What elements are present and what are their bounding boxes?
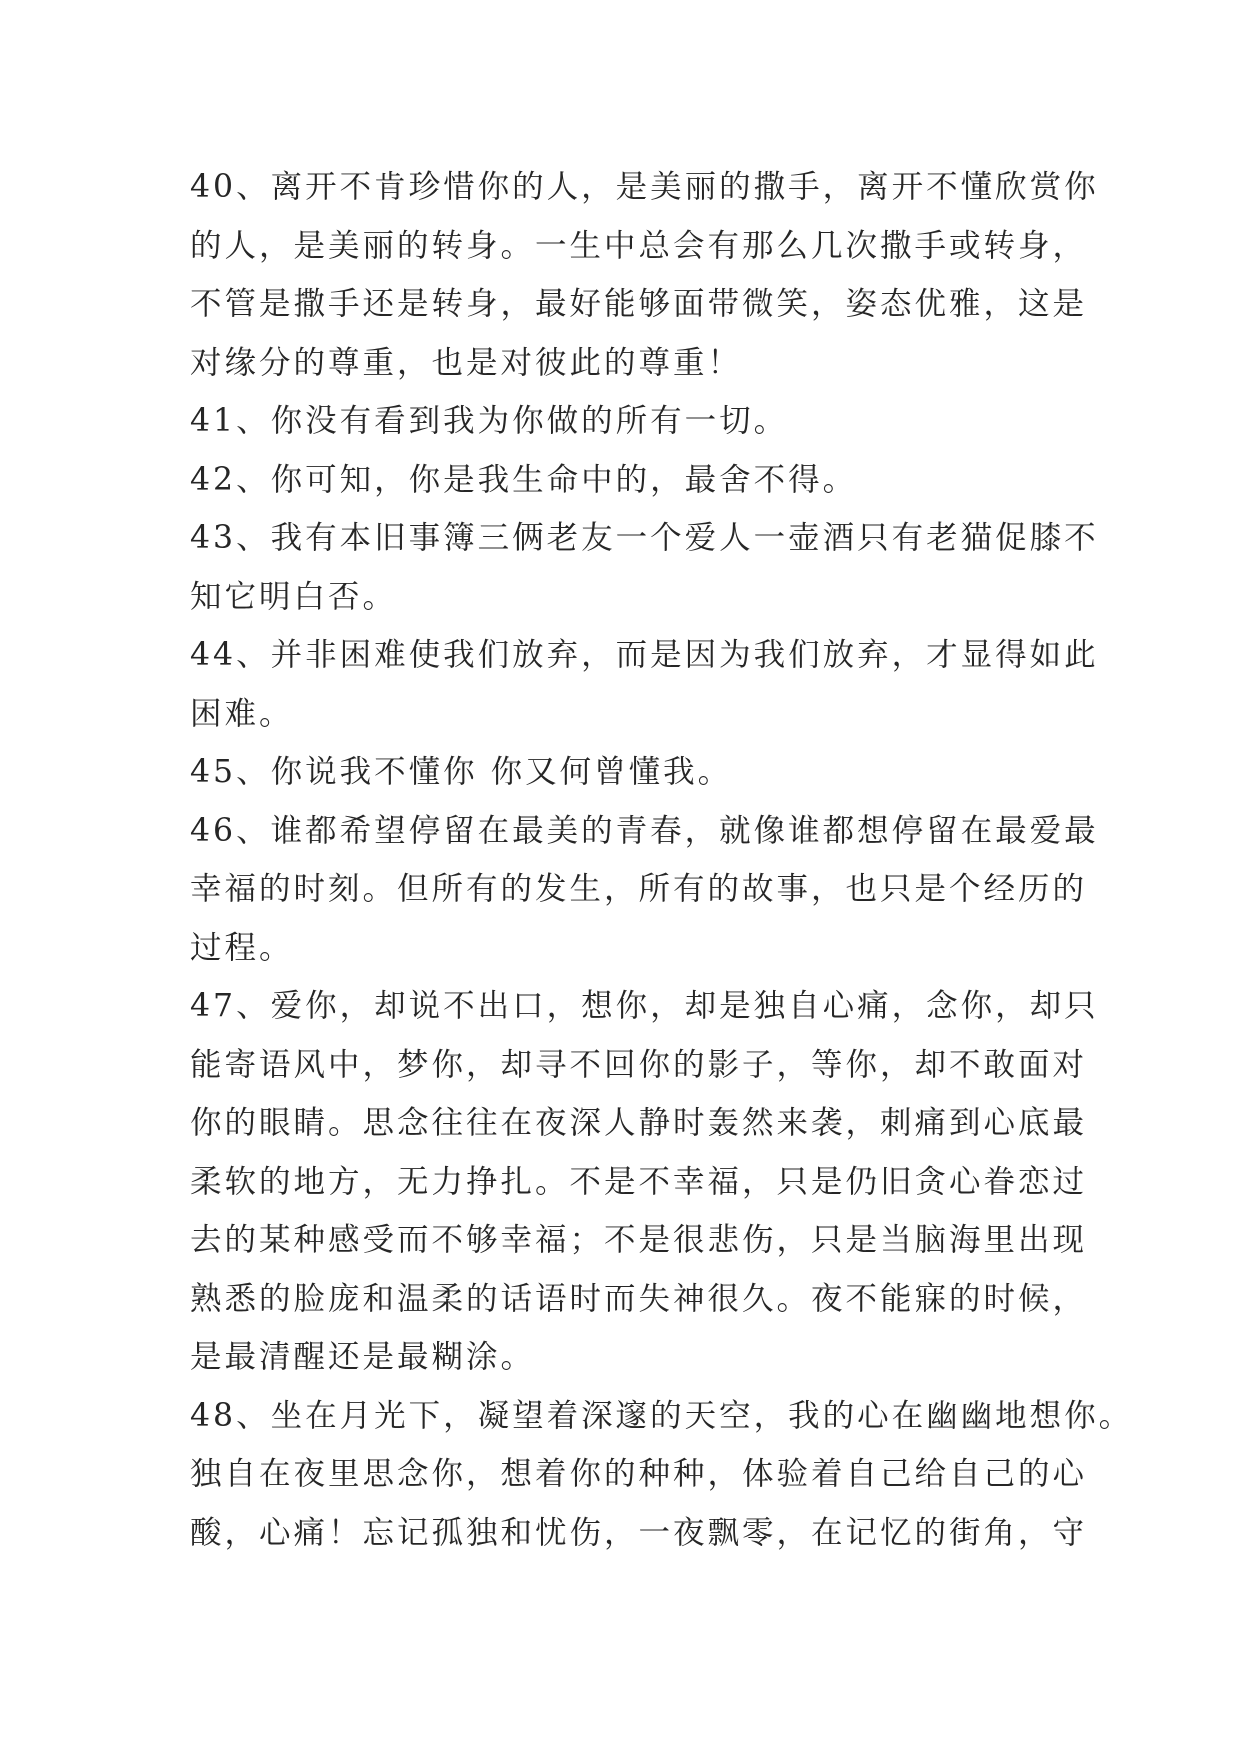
text-line: 46、谁都希望停留在最美的青春，就像谁都想停留在最爱最 [190, 812, 1099, 849]
text-line: 48、坐在月光下，凝望着深邃的天空，我的心在幽幽地想你。 [190, 1397, 1134, 1434]
text-line: 41、你没有看到我为你做的所有一切。 [190, 403, 789, 439]
text-line: 柔软的地方，无力挣扎。不是不幸福，只是仍旧贪心眷恋过 [190, 1163, 1088, 1200]
text-line: 47、爱你，却说不出口，想你，却是独自心痛，念你，却只 [190, 988, 1099, 1024]
text-line: 能寄语风中，梦你，却寻不回你的影子，等你，却不敢面对 [190, 1046, 1088, 1083]
text-line: 不管是撒手还是转身，最好能够面带微笑，姿态优雅，这是 [190, 286, 1088, 322]
text-line: 去的某种感受而不够幸福；不是很悲伤，只是当脑海里出现 [190, 1222, 1088, 1258]
text-line: 熟悉的脸庞和温柔的话语时而失神很久。夜不能寐的时候， [190, 1280, 1088, 1317]
text-line: 44、并非困难使我们放弃，而是因为我们放弃，才显得如此 [190, 637, 1099, 673]
text-line: 的人，是美丽的转身。一生中总会有那么几次撒手或转身， [190, 227, 1088, 264]
text-line: 知它明白否。 [190, 578, 398, 615]
text-line: 43、我有本旧事簿三俩老友一个爱人一壶酒只有老猫促膝不 [190, 520, 1099, 556]
text-line: 酸，心痛！忘记孤独和忧伤，一夜飘零，在记忆的街角，守 [190, 1514, 1088, 1551]
text-line: 对缘分的尊重，也是对彼此的尊重！ [190, 344, 743, 381]
text-line: 42、你可知，你是我生命中的，最舍不得。 [190, 461, 858, 498]
text-line: 40、离开不肯珍惜你的人，是美丽的撒手，离开不懂欣赏你 [190, 169, 1099, 205]
text-line: 45、你说我不懂你 你又何曾懂我。 [190, 754, 733, 790]
text-line: 过程。 [190, 929, 294, 966]
text-line: 困难。 [190, 695, 294, 732]
text-line: 幸福的时刻。但所有的发生，所有的故事，也只是个经历的 [190, 871, 1088, 907]
document-body [190, 158, 1134, 1562]
text-line: 是最清醒还是最糊涂。 [190, 1339, 536, 1375]
text-line: 你的眼睛。思念往往在夜深人静时轰然来袭，刺痛到心底最 [190, 1105, 1088, 1141]
text-line: 独自在夜里思念你，想着你的种种，体验着自己给自己的心 [190, 1456, 1088, 1492]
